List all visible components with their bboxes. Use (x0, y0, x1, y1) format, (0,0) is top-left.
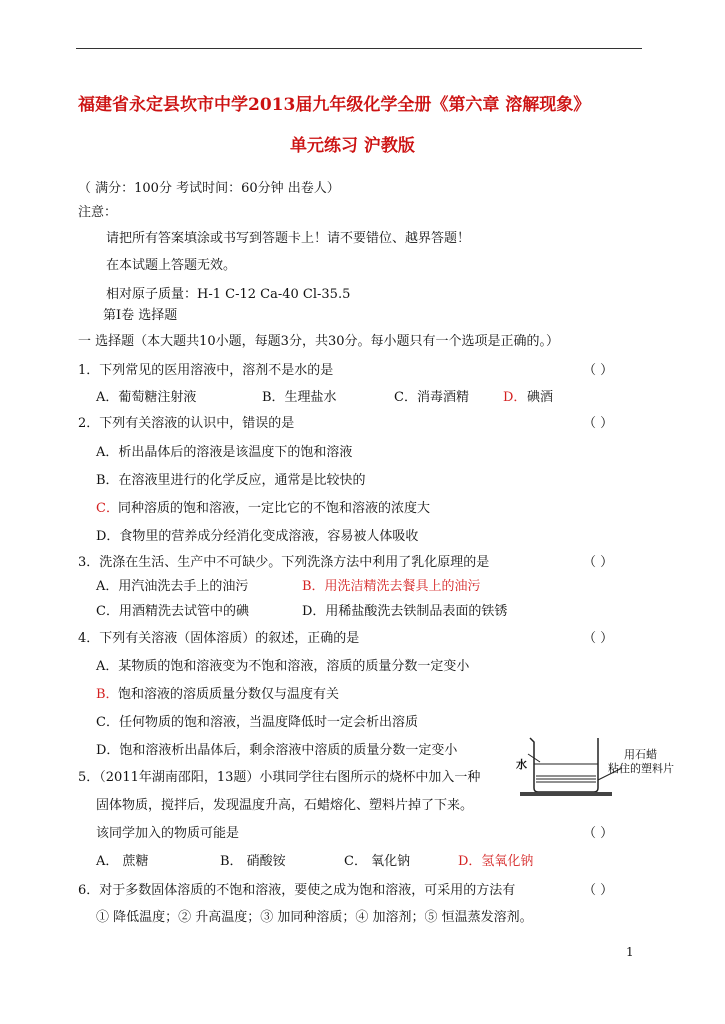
question-1-option-d-letter: D． (503, 390, 527, 405)
question-1-option-c: C．消毒酒精 (394, 390, 469, 405)
question-3-option-d: D．用稀盐酸洗去铁制品表面的铁锈 (302, 604, 508, 619)
question-2-option-a: A．析出晶体后的溶液是该温度下的饱和溶液 (96, 445, 353, 460)
notice-1: 请把所有答案填涂或书写到答题卡上！请不要错位、越界答题！ (106, 231, 471, 246)
answer-paren-5: （ ） (583, 826, 614, 841)
question-3-stem: 3．洗涤在生活、生产中不可缺少。下列洗涤方法中利用了乳化原理的是 (78, 555, 490, 570)
question-4-option-b-letter: B． (96, 687, 119, 702)
question-4-option-b-text: 饱和溶液的溶质质量分数仅与温度有关 (118, 687, 340, 702)
beaker-figure (510, 728, 710, 803)
question-1-option-d-text: 碘酒 (527, 390, 554, 405)
page-number: 1 (626, 945, 634, 959)
question-5-stem-2: 固体物质，搅拌后，发现温度升高，石蜡熔化、塑料片掉了下来。 (96, 798, 474, 813)
question-4-option-c: C．任何物质的饱和溶液，当温度降低时一定会析出溶质 (96, 715, 418, 730)
atomic-mass: 相对原子质量：H-1 C-12 Ca-40 Cl-35.5 (106, 287, 351, 302)
notice-label: 注意： (78, 205, 118, 220)
question-5-stem-3: 该同学加入的物质可能是 (96, 826, 240, 841)
header-rule (76, 48, 642, 49)
page-title-line-2: 单元练习 沪教版 (290, 136, 415, 156)
wax-label-2: 粘住的塑料片 (608, 762, 674, 775)
answer-paren-2: （ ） (583, 416, 614, 431)
question-5-option-b: B． 硝酸铵 (220, 854, 286, 869)
answer-paren-1: （ ） (583, 363, 614, 378)
answer-paren-4: （ ） (583, 631, 614, 646)
volume-label: 第Ⅰ卷 选择题 (103, 308, 178, 323)
question-5-option-d: D．氢氧化钠 (458, 854, 534, 869)
question-1-option-b: B．生理盐水 (262, 390, 337, 405)
section-intro: 一 选择题（本大题共10小题，每题3分，共30分。每小题只有一个选项是正确的。） (78, 334, 559, 349)
question-2-option-b: B．在溶液里进行的化学反应，通常是比较快的 (96, 473, 366, 488)
answer-paren-6: （ ） (583, 883, 614, 898)
question-6-stem: 6．对于多数固体溶质的不饱和溶液，要使之成为饱和溶液，可采用的方法有 (78, 883, 516, 898)
question-3-option-b: B．用洗洁精洗去餐具上的油污 (302, 579, 481, 594)
question-6-methods: ① 降低温度；② 升高温度；③ 加同种溶质；④ 加溶剂；⑤ 恒温蒸发溶剂。 (96, 910, 533, 925)
question-4-option-d: D．饱和溶液析出晶体后，剩余溶液中溶质的质量分数一定变小 (96, 743, 458, 758)
question-2-stem: 2．下列有关溶液的认识中，错误的是 (78, 416, 295, 431)
question-4-stem: 4．下列有关溶液（固体溶质）的叙述，正确的是 (78, 631, 360, 646)
notice-2: 在本试题上答题无效。 (106, 258, 237, 273)
question-3-option-a: A．用汽油洗去手上的油污 (96, 579, 249, 594)
question-5-option-c: C． 氧化钠 (344, 854, 411, 869)
water-label: 水 (516, 758, 527, 771)
question-1-stem: 1．下列常见的医用溶液中，溶剂不是水的是 (78, 363, 334, 378)
question-2-option-c-letter: C． (96, 501, 119, 516)
question-2-option-c-text: 同种溶质的饱和溶液，一定比它的不饱和溶液的浓度大 (118, 501, 431, 516)
question-5-option-a: A． 蔗糖 (96, 854, 149, 869)
question-2-option-d: D．食物里的营养成分经消化变成溶液，容易被人体吸收 (96, 529, 419, 544)
question-3-option-c: C．用酒精洗去试管中的碘 (96, 604, 249, 619)
exam-info: （ 满分：100分 考试时间：60分钟 出卷人） (78, 181, 340, 196)
page-title-line-1: 福建省永定县坎市中学2013届九年级化学全册《第六章 溶解现象》 (78, 95, 591, 115)
wax-label-1: 用石蜡 (624, 748, 657, 761)
question-5-stem-1: 5．（2011年湖南邵阳，13题）小琪同学往右图所示的烧杯中加入一种 (78, 770, 481, 785)
question-4-option-a: A．某物质的饱和溶液变为不饱和溶液，溶质的质量分数一定变小 (96, 659, 470, 674)
answer-paren-3: （ ） (583, 555, 614, 570)
question-1-option-a: A．葡萄糖注射液 (96, 390, 197, 405)
